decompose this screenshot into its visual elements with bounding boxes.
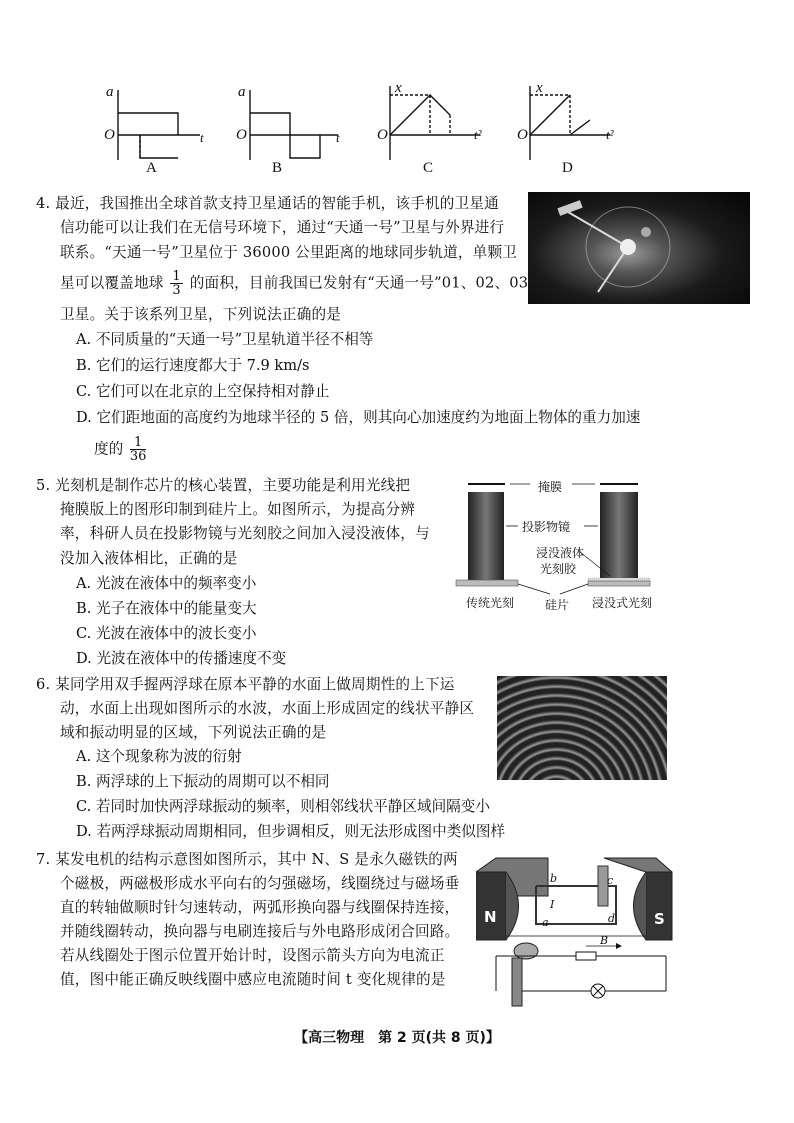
litho-wafer-label: 硅片	[545, 598, 570, 612]
generator-d-label: d	[608, 912, 616, 925]
q4-d-frac-den: 36	[129, 449, 147, 464]
generator-field-label: B	[600, 934, 609, 947]
q4-line-4	[60, 270, 528, 297]
q4-option-d: D. 它们距地面的高度约为地球半径的 5 倍，则其向心加速度约为地面上物体的重力加速	[76, 409, 641, 426]
generator-figure	[476, 856, 676, 1012]
q4-option-c: C. 它们可以在北京的上空保持相对静止	[76, 383, 330, 400]
satellite-drawing	[528, 192, 750, 304]
generator-i-label: I	[550, 898, 555, 911]
graph-a-letter: A	[146, 160, 157, 176]
graph-d-ylabel: x	[536, 80, 543, 96]
q5-option-c: C. 光波在液体中的波长变小	[76, 625, 257, 642]
q4-option-d-tail: 度的	[94, 440, 124, 458]
q6-line-2: 动，水面上出现如图所示的水波，水面上形成固定的线状平静区	[60, 700, 475, 717]
q7-line-2: 个磁极，两磁极形成水平向右的匀强磁场，线圈绕过与磁场垂	[60, 875, 460, 892]
q5-option-b: B. 光子在液体中的能量变大	[76, 600, 257, 617]
q7-line-4: 并随线圈转动，换向器与电刷连接后与外电路形成闭合回路。	[60, 923, 460, 940]
q6-line-1: 6. 某同学用双手握两浮球在原本平静的水面上做周期性的上下运	[36, 676, 455, 693]
q4-option-d-cont	[94, 436, 148, 463]
q7-line-6: 值，图中能正确反映线圈中感应电流随时间 t 变化规律的是	[60, 971, 446, 988]
q4-option-a: A. 不同质量的“天通一号”卫星轨道半径不相等	[76, 331, 374, 348]
water-wave-photo	[497, 676, 667, 780]
generator-n-label: N	[484, 908, 497, 926]
q4-fraction	[170, 270, 182, 297]
q7-line-3: 直的转轴做顺时针匀速转动，两弧形换向器与线圈保持连接，	[60, 899, 460, 916]
graph-b-ylabel: a	[238, 84, 246, 100]
litho-resist-label: 光刻胶	[540, 562, 577, 576]
graph-c-tlabel: t²	[474, 127, 482, 142]
q5-line-2: 掩膜版上的图形印制到硅片上。如图所示，为提高分辨	[60, 501, 416, 518]
graph-a-origin: O	[104, 127, 115, 143]
graph-b-letter: B	[272, 160, 283, 176]
graph-d-letter: D	[562, 160, 573, 176]
graph-a	[118, 90, 200, 160]
q7-line-1: 7. 某发电机的结构示意图如图所示，其中 N、S 是永久磁铁的两	[36, 851, 458, 868]
graph-d-tlabel: t²	[606, 127, 614, 142]
graph-c-letter: C	[423, 160, 434, 176]
q6-option-c: C. 若同时加快两浮球振动的频率，则相邻线状平静区域间隔变小	[76, 798, 490, 815]
q5-option-a: A. 光波在液体中的频率变小	[76, 575, 257, 592]
graph-d-origin: O	[517, 127, 528, 143]
q6-option-a: A. 这个现象称为波的衍射	[76, 748, 242, 765]
graph-c	[390, 86, 480, 160]
q6-option-d: D. 若两浮球振动周期相同，但步调相反，则无法形成图中类似图样	[76, 823, 506, 840]
q4-line-2: 信功能可以让我们在无信号环境下，通过“天通一号”卫星与外界进行	[60, 219, 505, 236]
graph-b-tlabel: t	[336, 130, 340, 145]
graph-a-ylabel: a	[106, 84, 114, 100]
q5-line-1: 5. 光刻机是制作芯片的核心装置，主要功能是利用光线把	[36, 477, 411, 494]
q4-frac-num: 1	[172, 269, 181, 284]
q4-line-5: 卫星。关于该系列卫星，下列说法正确的是	[60, 306, 342, 323]
graph-c-ylabel: x	[395, 80, 402, 96]
q5-option-d: D. 光波在液体中的传播速度不变	[76, 650, 287, 667]
generator-a-label: a	[542, 916, 549, 929]
litho-immersion-label: 浸没式光刻	[592, 596, 653, 610]
litho-traditional-label: 传统光刻	[466, 596, 515, 610]
graph-a-tlabel: t	[200, 130, 204, 145]
q4-option-b: B. 它们的运行速度都大于 7.9 km/s	[76, 357, 310, 374]
graph-c-origin: O	[377, 127, 388, 143]
q4-line-3: 联系。“天通一号”卫星位于 36000 公里距离的地球同步轨道，单颗卫	[60, 244, 518, 261]
generator-s-label: S	[654, 910, 665, 928]
litho-liquid-label: 浸没液体	[536, 546, 585, 560]
satellite-photo	[528, 192, 750, 304]
q4-line-4a: 星可以覆盖地球	[60, 274, 164, 292]
litho-lens-label: 投影物镜	[522, 520, 571, 534]
q5-line-3: 率，科研人员在投影物镜与光刻胶之间加入浸没液体，与	[60, 525, 430, 542]
page-footer: 【高三物理 第 2 页(共 8 页)】	[294, 1030, 500, 1046]
generator-c-label: c	[607, 874, 614, 887]
q4-d-fraction	[130, 436, 147, 463]
graph-d	[530, 86, 610, 160]
graph-b	[250, 90, 338, 160]
q7-line-5: 若从线圈处于图示位置开始计时，设图示箭头方向为电流正	[60, 947, 445, 964]
q6-option-b: B. 两浮球的上下振动的周期可以不相同	[76, 773, 330, 790]
q4-line-1: 4. 最近，我国推出全球首款支持卫星通话的智能手机，该手机的卫星通	[36, 195, 499, 212]
q6-line-3: 域和振动明显的区域，下列说法正确的是	[60, 724, 327, 741]
q4-line-4b: 的面积，目前我国已发射有“天通一号”01、02、03	[189, 274, 529, 292]
q5-line-4: 没加入液体相比，正确的是	[60, 550, 238, 567]
graph-b-origin: O	[236, 127, 247, 143]
q4-frac-den: 3	[172, 283, 181, 298]
q4-d-frac-num: 1	[130, 436, 147, 450]
generator-b-label: b	[550, 872, 558, 885]
litho-mask-label: 掩膜	[538, 480, 563, 494]
